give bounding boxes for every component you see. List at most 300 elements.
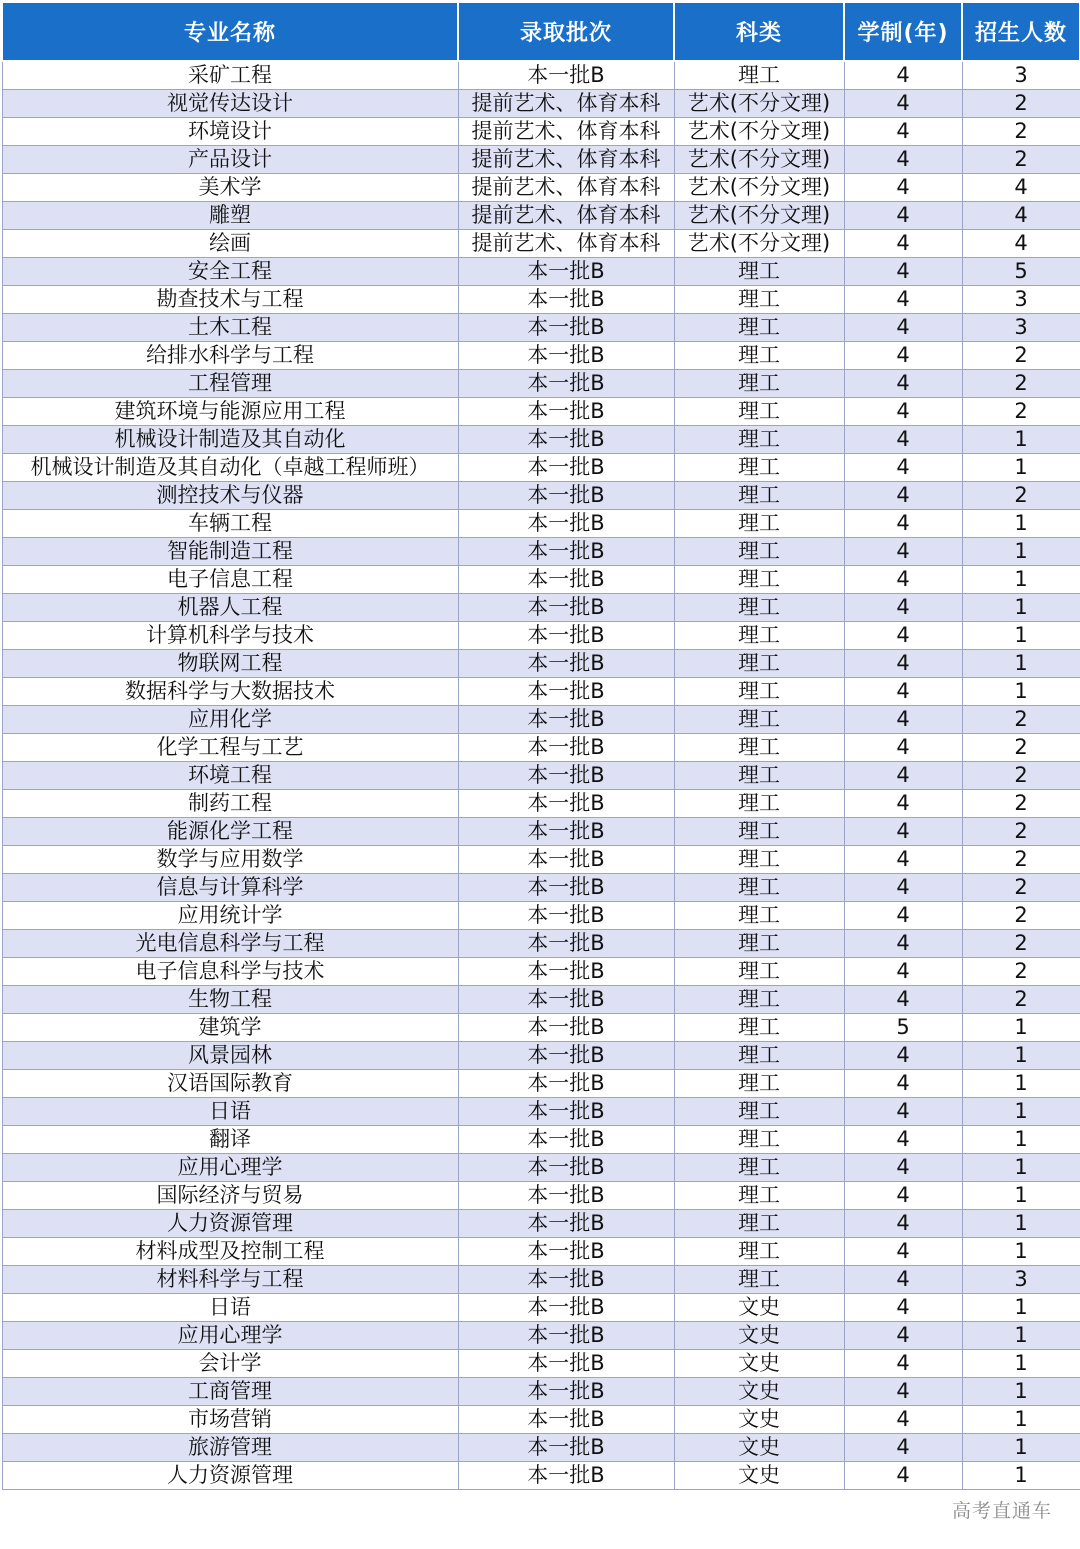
major-name-cell: 材料成型及控制工程 [2, 1238, 458, 1266]
major-name-cell: 机械设计制造及其自动化 [2, 426, 458, 454]
subject-category-cell: 理工 [674, 762, 844, 790]
duration-cell: 4 [844, 622, 962, 650]
major-name-cell: 安全工程 [2, 258, 458, 286]
enrollment-count-cell: 1 [962, 1154, 1080, 1182]
subject-category-cell: 理工 [674, 1126, 844, 1154]
table-body [2, 61, 1080, 1490]
duration-cell: 4 [844, 482, 962, 510]
enrollment-count-cell: 1 [962, 1322, 1080, 1350]
duration-cell: 4 [844, 1462, 962, 1490]
subject-category-cell: 理工 [674, 398, 844, 426]
enrollment-count-cell: 2 [962, 846, 1080, 874]
duration-cell: 4 [844, 1154, 962, 1182]
major-name-cell: 车辆工程 [2, 510, 458, 538]
table-row [2, 566, 1080, 594]
major-name-cell: 环境工程 [2, 762, 458, 790]
table-row [2, 594, 1080, 622]
subject-category-cell: 理工 [674, 286, 844, 314]
duration-cell: 4 [844, 846, 962, 874]
admission-batch-cell: 本一批B [458, 342, 674, 370]
admission-batch-cell: 本一批B [458, 1070, 674, 1098]
subject-category-cell: 理工 [674, 1210, 844, 1238]
enrollment-count-cell: 1 [962, 622, 1080, 650]
subject-category-cell: 文史 [674, 1294, 844, 1322]
table-row [2, 510, 1080, 538]
major-name-cell: 产品设计 [2, 146, 458, 174]
major-name-cell: 应用统计学 [2, 902, 458, 930]
table-row [2, 762, 1080, 790]
subject-category-cell: 艺术(不分文理) [674, 146, 844, 174]
subject-category-cell: 理工 [674, 1014, 844, 1042]
admission-batch-cell: 本一批B [458, 622, 674, 650]
admission-batch-cell: 本一批B [458, 594, 674, 622]
subject-category-cell: 理工 [674, 426, 844, 454]
major-name-cell: 建筑环境与能源应用工程 [2, 398, 458, 426]
table-row [2, 1014, 1080, 1042]
major-name-cell: 数学与应用数学 [2, 846, 458, 874]
duration-cell: 4 [844, 538, 962, 566]
subject-category-cell: 理工 [674, 1266, 844, 1294]
enrollment-count-cell: 2 [962, 146, 1080, 174]
enrollment-count-cell: 2 [962, 706, 1080, 734]
admission-batch-cell: 提前艺术、体育本科 [458, 146, 674, 174]
enrollment-count-cell: 1 [962, 1182, 1080, 1210]
table-row [2, 1098, 1080, 1126]
major-name-cell: 应用化学 [2, 706, 458, 734]
watermark-text: 高考直通车 [951, 1500, 1052, 1522]
admission-batch-cell: 提前艺术、体育本科 [458, 202, 674, 230]
table-row [2, 1322, 1080, 1350]
enrollment-count-cell: 1 [962, 1294, 1080, 1322]
admission-batch-cell: 本一批B [458, 1098, 674, 1126]
major-name-cell: 美术学 [2, 174, 458, 202]
table-row [2, 258, 1080, 286]
enrollment-count-cell: 2 [962, 342, 1080, 370]
admission-batch-cell: 本一批B [458, 1154, 674, 1182]
table-row [2, 902, 1080, 930]
table-header [2, 2, 1080, 61]
subject-category-cell: 理工 [674, 958, 844, 986]
subject-category-cell: 理工 [674, 790, 844, 818]
subject-category-cell: 理工 [674, 874, 844, 902]
table-row [2, 398, 1080, 426]
admission-batch-cell: 本一批B [458, 538, 674, 566]
admission-batch-cell: 本一批B [458, 258, 674, 286]
enrollment-count-cell: 3 [962, 1266, 1080, 1294]
duration-cell: 4 [844, 1406, 962, 1434]
major-name-cell: 数据科学与大数据技术 [2, 678, 458, 706]
subject-category-cell: 文史 [674, 1378, 844, 1406]
admission-batch-cell: 本一批B [458, 958, 674, 986]
table-row [2, 874, 1080, 902]
major-name-cell: 给排水科学与工程 [2, 342, 458, 370]
major-name-cell: 工程管理 [2, 370, 458, 398]
admission-batch-cell: 本一批B [458, 286, 674, 314]
major-name-cell: 日语 [2, 1294, 458, 1322]
table-row [2, 538, 1080, 566]
major-name-cell: 会计学 [2, 1350, 458, 1378]
major-name-cell: 人力资源管理 [2, 1462, 458, 1490]
major-name-cell: 化学工程与工艺 [2, 734, 458, 762]
subject-category-cell: 理工 [674, 258, 844, 286]
table-row [2, 790, 1080, 818]
subject-category-cell: 理工 [674, 61, 844, 90]
major-name-cell: 市场营销 [2, 1406, 458, 1434]
duration-cell: 5 [844, 1014, 962, 1042]
subject-category-cell: 理工 [674, 706, 844, 734]
table-row [2, 1350, 1080, 1378]
enrollment-count-cell: 1 [962, 1098, 1080, 1126]
table-row [2, 958, 1080, 986]
major-name-cell: 应用心理学 [2, 1154, 458, 1182]
table-row [2, 202, 1080, 230]
subject-category-cell: 文史 [674, 1406, 844, 1434]
admission-batch-cell: 本一批B [458, 566, 674, 594]
duration-cell: 4 [844, 61, 962, 90]
table-row [2, 61, 1080, 90]
duration-cell: 4 [844, 1098, 962, 1126]
enrollment-count-cell: 1 [962, 426, 1080, 454]
duration-cell: 4 [844, 986, 962, 1014]
major-name-cell: 电子信息科学与技术 [2, 958, 458, 986]
admission-batch-cell: 本一批B [458, 454, 674, 482]
table-row [2, 1434, 1080, 1462]
admission-batch-cell: 本一批B [458, 1406, 674, 1434]
subject-category-cell: 理工 [674, 846, 844, 874]
duration-cell: 4 [844, 174, 962, 202]
admission-batch-cell: 本一批B [458, 706, 674, 734]
major-name-cell: 光电信息科学与工程 [2, 930, 458, 958]
duration-cell: 4 [844, 1210, 962, 1238]
duration-cell: 4 [844, 1042, 962, 1070]
duration-cell: 4 [844, 398, 962, 426]
subject-category-cell: 文史 [674, 1434, 844, 1462]
major-name-cell: 视觉传达设计 [2, 90, 458, 118]
admission-batch-cell: 本一批B [458, 1322, 674, 1350]
admission-batch-cell: 提前艺术、体育本科 [458, 174, 674, 202]
table-row [2, 1406, 1080, 1434]
enrollment-count-cell: 1 [962, 1070, 1080, 1098]
subject-category-cell: 理工 [674, 482, 844, 510]
table-row [2, 1266, 1080, 1294]
major-name-cell: 制药工程 [2, 790, 458, 818]
duration-cell: 4 [844, 1126, 962, 1154]
enrollment-count-cell: 1 [962, 1462, 1080, 1490]
subject-category-cell: 理工 [674, 566, 844, 594]
duration-cell: 4 [844, 510, 962, 538]
subject-category-cell: 理工 [674, 538, 844, 566]
table-row [2, 734, 1080, 762]
table-row [2, 846, 1080, 874]
enrollment-count-cell: 2 [962, 902, 1080, 930]
table-row [2, 1042, 1080, 1070]
enrollment-count-cell: 5 [962, 258, 1080, 286]
duration-cell: 4 [844, 1294, 962, 1322]
header-enrollment-count: 招生人数 [962, 2, 1080, 61]
enrollment-count-cell: 1 [962, 1042, 1080, 1070]
admission-batch-cell: 本一批B [458, 846, 674, 874]
major-name-cell: 测控技术与仪器 [2, 482, 458, 510]
table-row [2, 1070, 1080, 1098]
enrollment-count-cell: 4 [962, 230, 1080, 258]
subject-category-cell: 理工 [674, 930, 844, 958]
duration-cell: 4 [844, 734, 962, 762]
admission-batch-cell: 本一批B [458, 1462, 674, 1490]
admission-batch-cell: 本一批B [458, 874, 674, 902]
admission-batch-cell: 提前艺术、体育本科 [458, 230, 674, 258]
enrollment-count-cell: 2 [962, 790, 1080, 818]
duration-cell: 4 [844, 342, 962, 370]
table-row [2, 1126, 1080, 1154]
duration-cell: 4 [844, 202, 962, 230]
enrollment-count-cell: 1 [962, 566, 1080, 594]
duration-cell: 4 [844, 230, 962, 258]
admission-batch-cell: 本一批B [458, 678, 674, 706]
table-row [2, 90, 1080, 118]
admission-batch-cell: 本一批B [458, 398, 674, 426]
major-name-cell: 生物工程 [2, 986, 458, 1014]
subject-category-cell: 理工 [674, 370, 844, 398]
admission-batch-cell: 本一批B [458, 1350, 674, 1378]
enrollment-count-cell: 2 [962, 90, 1080, 118]
admission-batch-cell: 本一批B [458, 1266, 674, 1294]
subject-category-cell: 艺术(不分文理) [674, 230, 844, 258]
major-name-cell: 计算机科学与技术 [2, 622, 458, 650]
admission-batch-cell: 本一批B [458, 1378, 674, 1406]
duration-cell: 4 [844, 286, 962, 314]
table-row [2, 426, 1080, 454]
duration-cell: 4 [844, 1350, 962, 1378]
enrollment-count-cell: 1 [962, 510, 1080, 538]
enrollment-count-cell: 1 [962, 594, 1080, 622]
enrollment-count-cell: 1 [962, 650, 1080, 678]
table-row [2, 986, 1080, 1014]
header-duration-years: 学制(年) [844, 2, 962, 61]
enrollment-count-cell: 1 [962, 1406, 1080, 1434]
enrollment-count-cell: 4 [962, 174, 1080, 202]
admission-batch-cell: 本一批B [458, 510, 674, 538]
subject-category-cell: 理工 [674, 1070, 844, 1098]
duration-cell: 4 [844, 370, 962, 398]
duration-cell: 4 [844, 958, 962, 986]
duration-cell: 4 [844, 1182, 962, 1210]
table-row [2, 678, 1080, 706]
major-name-cell: 人力资源管理 [2, 1210, 458, 1238]
duration-cell: 4 [844, 146, 962, 174]
admission-batch-cell: 本一批B [458, 1126, 674, 1154]
admission-batch-cell: 本一批B [458, 1014, 674, 1042]
admission-plan-table [1, 1, 1080, 1490]
header-major-name: 专业名称 [2, 2, 458, 61]
duration-cell: 4 [844, 706, 962, 734]
enrollment-count-cell: 2 [962, 734, 1080, 762]
subject-category-cell: 理工 [674, 314, 844, 342]
major-name-cell: 智能制造工程 [2, 538, 458, 566]
table-row [2, 706, 1080, 734]
major-name-cell: 采矿工程 [2, 61, 458, 90]
admission-batch-cell: 本一批B [458, 1238, 674, 1266]
admission-batch-cell: 本一批B [458, 314, 674, 342]
table-row [2, 1294, 1080, 1322]
major-name-cell: 翻译 [2, 1126, 458, 1154]
subject-category-cell: 艺术(不分文理) [674, 202, 844, 230]
subject-category-cell: 理工 [674, 622, 844, 650]
duration-cell: 4 [844, 426, 962, 454]
table-row [2, 930, 1080, 958]
major-name-cell: 电子信息工程 [2, 566, 458, 594]
enrollment-count-cell: 1 [962, 1238, 1080, 1266]
table-row [2, 314, 1080, 342]
duration-cell: 4 [844, 90, 962, 118]
header-subject-category: 科类 [674, 2, 844, 61]
major-name-cell: 机械设计制造及其自动化（卓越工程师班） [2, 454, 458, 482]
duration-cell: 4 [844, 258, 962, 286]
admission-batch-cell: 本一批B [458, 1210, 674, 1238]
admission-batch-cell: 本一批B [458, 1434, 674, 1462]
admission-batch-cell: 本一批B [458, 61, 674, 90]
table-row [2, 1378, 1080, 1406]
admission-batch-cell: 提前艺术、体育本科 [458, 118, 674, 146]
table-row [2, 1462, 1080, 1490]
enrollment-count-cell: 3 [962, 286, 1080, 314]
subject-category-cell: 文史 [674, 1462, 844, 1490]
table-row [2, 370, 1080, 398]
duration-cell: 4 [844, 566, 962, 594]
duration-cell: 4 [844, 314, 962, 342]
subject-category-cell: 理工 [674, 650, 844, 678]
subject-category-cell: 理工 [674, 678, 844, 706]
enrollment-count-cell: 4 [962, 202, 1080, 230]
subject-category-cell: 理工 [674, 818, 844, 846]
major-name-cell: 能源化学工程 [2, 818, 458, 846]
table-row [2, 1210, 1080, 1238]
major-name-cell: 工商管理 [2, 1378, 458, 1406]
duration-cell: 4 [844, 930, 962, 958]
duration-cell: 4 [844, 650, 962, 678]
major-name-cell: 材料科学与工程 [2, 1266, 458, 1294]
admission-batch-cell: 本一批B [458, 818, 674, 846]
duration-cell: 4 [844, 1434, 962, 1462]
admission-batch-cell: 本一批B [458, 902, 674, 930]
admission-batch-cell: 本一批B [458, 650, 674, 678]
major-name-cell: 勘查技术与工程 [2, 286, 458, 314]
duration-cell: 4 [844, 678, 962, 706]
enrollment-count-cell: 3 [962, 314, 1080, 342]
enrollment-count-cell: 1 [962, 1434, 1080, 1462]
enrollment-count-cell: 2 [962, 930, 1080, 958]
duration-cell: 4 [844, 1070, 962, 1098]
admission-batch-cell: 本一批B [458, 734, 674, 762]
duration-cell: 4 [844, 818, 962, 846]
duration-cell: 4 [844, 118, 962, 146]
major-name-cell: 旅游管理 [2, 1434, 458, 1462]
table-row [2, 118, 1080, 146]
table-row [2, 818, 1080, 846]
subject-category-cell: 理工 [674, 342, 844, 370]
subject-category-cell: 文史 [674, 1322, 844, 1350]
major-name-cell: 风景园林 [2, 1042, 458, 1070]
major-name-cell: 机器人工程 [2, 594, 458, 622]
table-row [2, 342, 1080, 370]
enrollment-count-cell: 1 [962, 1378, 1080, 1406]
subject-category-cell: 理工 [674, 986, 844, 1014]
enrollment-count-cell: 2 [962, 818, 1080, 846]
duration-cell: 4 [844, 874, 962, 902]
table-row [2, 650, 1080, 678]
subject-category-cell: 理工 [674, 594, 844, 622]
subject-category-cell: 理工 [674, 1182, 844, 1210]
enrollment-count-cell: 1 [962, 454, 1080, 482]
major-name-cell: 环境设计 [2, 118, 458, 146]
table-row [2, 286, 1080, 314]
subject-category-cell: 文史 [674, 1350, 844, 1378]
subject-category-cell: 理工 [674, 902, 844, 930]
table-row [2, 146, 1080, 174]
enrollment-count-cell: 1 [962, 1126, 1080, 1154]
major-name-cell: 国际经济与贸易 [2, 1182, 458, 1210]
subject-category-cell: 艺术(不分文理) [674, 174, 844, 202]
subject-category-cell: 理工 [674, 1042, 844, 1070]
admission-batch-cell: 本一批B [458, 790, 674, 818]
enrollment-count-cell: 1 [962, 1014, 1080, 1042]
major-name-cell: 日语 [2, 1098, 458, 1126]
table-row [2, 1154, 1080, 1182]
duration-cell: 4 [844, 1378, 962, 1406]
major-name-cell: 土木工程 [2, 314, 458, 342]
admission-batch-cell: 提前艺术、体育本科 [458, 90, 674, 118]
enrollment-count-cell: 2 [962, 398, 1080, 426]
enrollment-count-cell: 2 [962, 762, 1080, 790]
enrollment-count-cell: 2 [962, 118, 1080, 146]
table-row [2, 230, 1080, 258]
enrollment-count-cell: 2 [962, 370, 1080, 398]
enrollment-count-cell: 2 [962, 482, 1080, 510]
major-name-cell: 绘画 [2, 230, 458, 258]
admission-batch-cell: 本一批B [458, 762, 674, 790]
header-admission-batch: 录取批次 [458, 2, 674, 61]
table-row [2, 1238, 1080, 1266]
table-row [2, 174, 1080, 202]
enrollment-count-cell: 2 [962, 986, 1080, 1014]
table-row [2, 454, 1080, 482]
admission-batch-cell: 本一批B [458, 986, 674, 1014]
table-row [2, 622, 1080, 650]
enrollment-count-cell: 1 [962, 1350, 1080, 1378]
major-name-cell: 应用心理学 [2, 1322, 458, 1350]
duration-cell: 4 [844, 1266, 962, 1294]
duration-cell: 4 [844, 762, 962, 790]
table-row [2, 482, 1080, 510]
major-name-cell: 建筑学 [2, 1014, 458, 1042]
subject-category-cell: 艺术(不分文理) [674, 90, 844, 118]
major-name-cell: 信息与计算科学 [2, 874, 458, 902]
enrollment-count-cell: 1 [962, 538, 1080, 566]
admission-batch-cell: 本一批B [458, 1182, 674, 1210]
admission-batch-cell: 本一批B [458, 1042, 674, 1070]
subject-category-cell: 理工 [674, 454, 844, 482]
enrollment-count-cell: 3 [962, 61, 1080, 90]
admission-batch-cell: 本一批B [458, 370, 674, 398]
subject-category-cell: 理工 [674, 1154, 844, 1182]
admission-batch-cell: 本一批B [458, 930, 674, 958]
duration-cell: 4 [844, 790, 962, 818]
admission-batch-cell: 本一批B [458, 1294, 674, 1322]
major-name-cell: 物联网工程 [2, 650, 458, 678]
major-name-cell: 雕塑 [2, 202, 458, 230]
enrollment-count-cell: 1 [962, 1210, 1080, 1238]
admission-batch-cell: 本一批B [458, 426, 674, 454]
duration-cell: 4 [844, 1322, 962, 1350]
